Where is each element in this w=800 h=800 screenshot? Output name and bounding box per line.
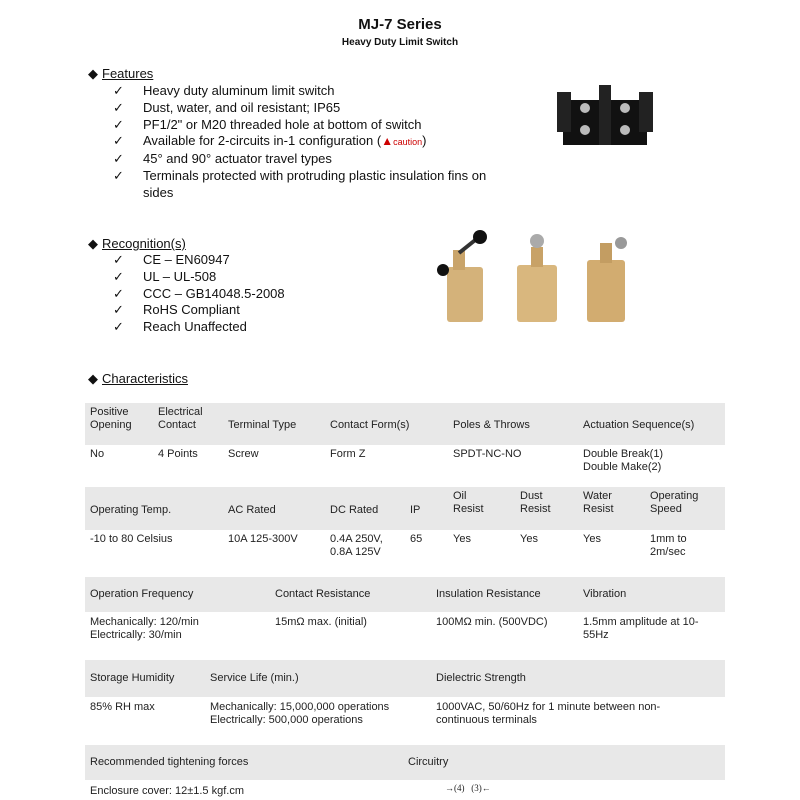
header-cell: IP — [410, 504, 421, 516]
table-row — [85, 530, 725, 570]
switch-roller-plunger-image — [587, 237, 627, 322]
features-list — [113, 83, 493, 202]
table-row — [85, 445, 725, 485]
circuitry-diagram-label: →(4) (3)← — [445, 783, 491, 793]
value-cell: 85% RH max — [90, 701, 155, 713]
limit-switch-images — [435, 225, 645, 325]
list-item — [113, 319, 285, 336]
recognition-text: Reach Unaffected — [143, 319, 247, 335]
header-cell: Recommended tightening forces — [90, 756, 249, 768]
value-cell: 4 Points — [158, 448, 198, 460]
value-cell: Enclosure cover: 12±1.5 kgf.cm — [90, 785, 244, 797]
list-item — [113, 83, 493, 100]
check-icon: ✓ — [113, 116, 124, 132]
table-header — [85, 577, 725, 612]
header-cell: Dielectric Strength — [436, 672, 526, 684]
check-icon: ✓ — [113, 302, 124, 318]
feature-text: Heavy duty aluminum limit switch — [143, 83, 335, 98]
value-cell: Yes — [520, 533, 538, 545]
check-icon: ✓ — [113, 268, 124, 284]
recognition-text: CE – EN60947 — [143, 252, 230, 267]
features-heading — [88, 66, 153, 82]
diamond-bullet-icon: ◆ — [88, 371, 98, 386]
spec-table-1 — [85, 403, 725, 485]
header-cell: Positive Opening — [90, 406, 132, 431]
recognition-heading-text: Recognition(s) — [102, 236, 186, 251]
value-cell: Yes — [453, 533, 471, 545]
value-cell: Form Z — [330, 448, 366, 460]
value-cell: 65 — [410, 533, 423, 545]
spec-table-5 — [85, 745, 725, 800]
value-cell: 1mm to 2m/sec — [650, 533, 687, 558]
header-cell: Contact Form(s) — [330, 419, 410, 431]
caution-label: caution — [393, 137, 423, 148]
value-cell: 1.5mm amplitude at 10- 55Hz — [583, 616, 699, 641]
header-cell: AC Rated — [228, 504, 276, 516]
header-cell: Operation Frequency — [90, 588, 194, 600]
check-icon: ✓ — [113, 252, 124, 267]
check-icon: ✓ — [113, 151, 124, 167]
page-subtitle: Heavy Duty Limit Switch — [341, 37, 459, 48]
value-cell: No — [90, 448, 105, 460]
list-item — [113, 252, 285, 269]
warning-icon: ▲ — [381, 134, 394, 149]
spec-table-2 — [85, 487, 725, 570]
header-cell: Insulation Resistance — [436, 588, 541, 600]
list-item — [113, 286, 285, 303]
check-icon: ✓ — [113, 167, 124, 183]
header-cell: Electrical Contact — [158, 406, 203, 431]
check-icon: ✓ — [113, 319, 124, 335]
recognition-text: UL – UL-508 — [143, 268, 217, 284]
feature-text: 45° and 90° actuator travel types — [143, 151, 332, 167]
recognition-heading — [88, 236, 186, 252]
table-header — [85, 745, 725, 780]
list-item — [113, 168, 493, 202]
value-cell: 100MΩ min. (500VDC) — [436, 616, 548, 628]
diamond-bullet-icon: ◆ — [88, 236, 98, 251]
header-cell: Vibration — [583, 588, 627, 600]
header-cell: Actuation Sequence(s) — [583, 419, 695, 431]
switch-roller-lever-image — [437, 230, 487, 322]
recognition-list — [113, 252, 285, 336]
check-icon: ✓ — [113, 285, 124, 301]
value-cell: Mechanically: 120/min Electrically: 30/min — [90, 616, 199, 641]
value-cell: 1000VAC, 50/60Hz for 1 minute between non- continuous terminals — [436, 701, 661, 726]
table-header — [85, 487, 725, 530]
characteristics-heading — [88, 371, 188, 387]
page-title: MJ-7 Series — [358, 16, 442, 33]
list-item — [113, 269, 285, 286]
header-cell: Dust Resist — [520, 490, 551, 515]
header-cell: Storage Humidity — [90, 672, 175, 684]
value-cell: -10 to 80 Celsius — [90, 533, 173, 545]
value-cell: Double Break(1) Double Make(2) — [583, 448, 664, 473]
value-cell: Mechanically: 15,000,000 operations Electrically: 500,000 operations — [210, 701, 390, 726]
check-icon: ✓ — [113, 83, 124, 98]
check-icon: ✓ — [113, 99, 124, 115]
characteristics-heading-text: Characteristics — [102, 371, 188, 386]
list-item — [113, 100, 493, 117]
caution-close: ) — [422, 133, 427, 149]
diamond-bullet-icon: ◆ — [88, 66, 98, 81]
table-header — [85, 403, 725, 445]
table-row — [85, 697, 725, 737]
table-row — [85, 612, 725, 652]
feature-text: Dust, water, and oil resistant; IP65 — [143, 99, 341, 115]
recognition-text: CCC – GB14048.5-2008 — [143, 285, 285, 301]
header-cell: Contact Resistance — [275, 588, 371, 600]
recognition-text: RoHS Compliant — [143, 302, 240, 318]
header-cell: Operating Speed — [650, 490, 699, 515]
header-cell: Water Resist — [583, 490, 614, 515]
feature-text: PF1/2" or M20 threaded hole at bottom of switch — [143, 116, 422, 132]
list-item — [113, 117, 493, 134]
value-cell: 15mΩ max. (initial) — [275, 616, 367, 628]
features-heading-text: Features — [102, 66, 154, 81]
terminal-block-image — [555, 80, 655, 170]
spec-table-3 — [85, 577, 725, 652]
feature-text: Available for 2-circuits in-1 configuration ( — [143, 133, 382, 149]
header-cell: DC Rated — [330, 504, 379, 516]
table-row — [85, 780, 725, 800]
spec-table-4 — [85, 660, 725, 737]
switch-plunger-image — [517, 234, 557, 322]
value-cell: 0.4A 250V, 0.8A 125V — [330, 533, 383, 558]
list-item — [113, 302, 285, 319]
list-item — [113, 133, 493, 151]
value-cell: Screw — [228, 448, 259, 460]
header-cell: Service Life (min.) — [210, 672, 299, 684]
header-cell: Oil Resist — [453, 490, 484, 515]
check-icon: ✓ — [113, 133, 124, 149]
header-cell: Poles & Throws — [453, 419, 530, 431]
value-cell: SPDT-NC-NO — [453, 448, 522, 460]
table-header — [85, 660, 725, 697]
list-item — [113, 151, 493, 168]
header-cell: Operating Temp. — [90, 504, 172, 516]
value-cell: Yes — [583, 533, 601, 545]
header-cell: Circuitry — [408, 756, 449, 768]
value-cell: 10A 125-300V — [228, 533, 298, 545]
header-cell: Terminal Type — [228, 419, 297, 431]
feature-text: Terminals protected with protruding plastic insulation fins on sides — [143, 167, 487, 200]
